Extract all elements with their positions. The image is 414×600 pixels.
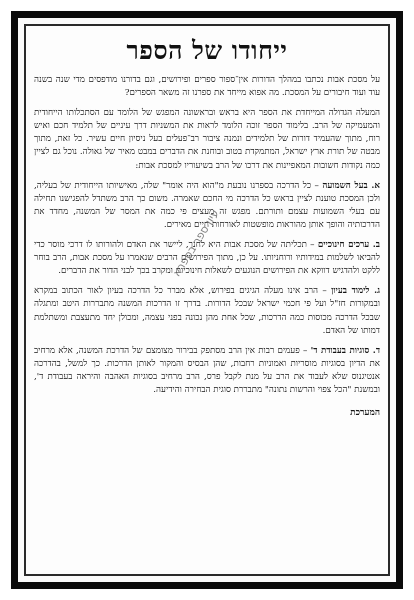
paragraph-text: – פעמים רבות אין הרב מסתפק בבירור מצומצם של הדרכת המשנה, אלא מרחיב את הדיון בסוגיות מוסריות ואמוניות רחבות, שהן הבסיס והמקור לאותן הדרכות. כך למשל, בהדרכה אנטיגנוס שלא לעבוד את הרב על מנת לקבל פרס, הרב מרחיב בסוגיות האהבה והיראה בעבודת ד', ובמשנת "הכל צפוי והרשות נתונה" מתבררת סוגית הבחירה והידיעה. <box>34 345 380 395</box>
page-border <box>11 11 403 589</box>
signature: המערכת <box>350 408 380 419</box>
section-lead: ד. סוגיות בעבודת ד' <box>310 345 380 356</box>
inner-border <box>24 24 390 576</box>
paragraph-intro <box>34 74 380 100</box>
section-lead: ב. ערכים חינוכיים <box>317 240 380 251</box>
document-body <box>34 32 380 568</box>
paragraph-text: – כל הדרכה בספרנו נובעת מ"הוא היה אומר" שלה, מאישיותו הייחודית של בעליה, ולכן המסכת טוענת לציין בראש כל הדרכה מי החכם שאמרה. משום כך הרב משתדל להפגישנו תחילה עם בעלי השמועות עצמם ותורתם. מפגש זה מעצים פי כמה את המסר של המשנה, מחדד את הדרכותיה והופך אותן מהוראות מופשטות לאורחות חיים מאירים. <box>34 180 380 230</box>
paragraph-text: המעלה הגדולה המייחדת את הספר היא בראש ובראשונה המפגש של הלומד עם הסתכלותו הייחודית והמעמיקה של הרב. בלימוד הספר זוכה הלומד לראות את המשניות דרך עיניים של תלמיד חכם ואיש רוח, מתוך שהעמיד דורות של תלמידים ונמנה ציבור רב־פעלים בעל ניסיון חיים עשיר. כל זאת, מתוך מבטה של תורת ארץ ישראל, המתמקדת בטוב ובוחנת את הדברים במבט מאיר של גאולה. נוכל גם לציין כמה נקודות חשובות המאפיינות את דרכו של הרב בשיעוריו למסכת אבות: <box>34 108 380 171</box>
paragraph-c <box>34 285 380 337</box>
paragraph-b <box>34 239 380 278</box>
section-lead: ג. לימוד בעיון <box>331 286 380 297</box>
paragraph-d <box>34 345 380 397</box>
paragraph-text: – תכליתה של מסכת אבות היא לחנך, ליישר את האדם ולהורותו לו דרכי מוסר כדי להביאו לשלמות במידותיו ורוחניותו. על כן, מתוך הפירושים הרבים שנאמרו על מסכת אבות, הרב בוחר ללקט ולהדגיש דווקא את הפירושים הנוגעים לשאלות חינוכיות ומקרב בכך לבני הדור את הדברים. <box>34 240 380 277</box>
section-lead: א. בעל השמועה <box>322 180 380 191</box>
watermark-stamp: עיון ספר בספרא <box>170 207 222 279</box>
page-title: ייחודו של הספר <box>126 36 288 65</box>
paragraph-main <box>34 107 380 172</box>
paragraph-text: – הרב אינו מעלה הגיגים בפירוש, אלא מברר כל הדרכה בעיון לאור הכתוב במקרא ובמקורות חז"ל ועל פי חכמי ישראל שבכל הדורות. בדרך זו הדרכות המשנה מתבררות היטב ומתגלה שבכל הדרכה מכוסות כמה הדרכות, שכל אחת מהן נכונה בפני עצמה, ומכולן יחד מתעצבת ומשתלמת דמותו של האדם. <box>34 286 380 336</box>
paragraph-text: על מסכת אבות נכתבו במהלך הדורות אין־ספור ספרים ופירושים, וגם בדורנו מודפסים מדי שנה בשנה עוד ועוד חיבורים על המסכת. מה אפוא מייחד את ספרנו זה משאר הספרים? <box>34 75 380 99</box>
